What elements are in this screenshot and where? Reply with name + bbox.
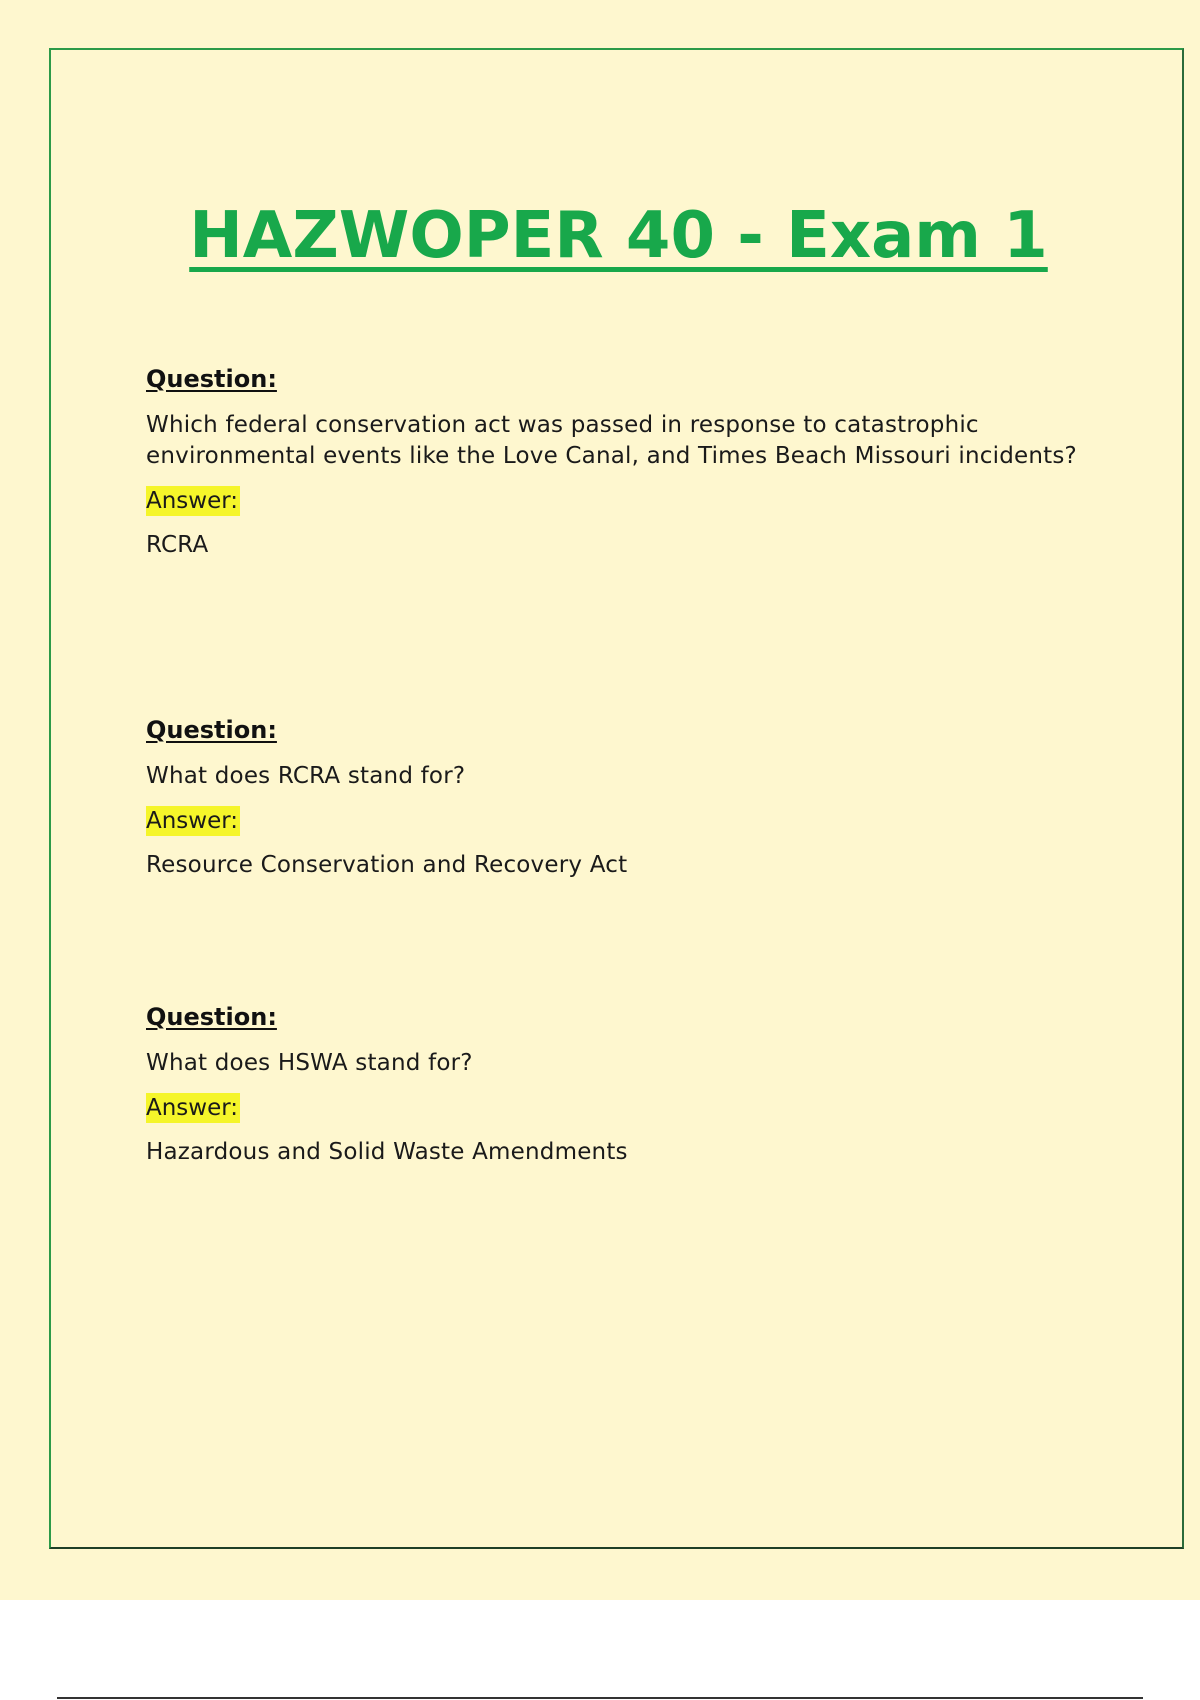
document-title-text: HAZWOPER 40 - Exam 1	[189, 199, 1048, 273]
answer-text: Hazardous and Solid Waste Amendments	[146, 1139, 628, 1165]
qa-item-2	[146, 715, 1096, 880]
question-label: Question:	[146, 1003, 277, 1031]
question-text: Which federal conservation act was passed in response to catastrophic environmental events like the Love Canal, and Times Beach Missouri incidents?	[146, 412, 1077, 469]
question-text: What does RCRA stand for?	[146, 763, 466, 789]
qa-item-3	[146, 1002, 1096, 1167]
answer-label: Answer:	[146, 1095, 239, 1121]
question-label: Question:	[146, 365, 277, 393]
answer-text: Resource Conservation and Recovery Act	[146, 852, 628, 878]
qa-item-1	[146, 364, 1096, 560]
question-text: What does HSWA stand for?	[146, 1050, 473, 1076]
answer-label: Answer:	[146, 808, 239, 834]
answer-label: Answer:	[146, 488, 239, 514]
answer-text: RCRA	[146, 532, 209, 558]
question-label: Question:	[146, 716, 277, 744]
document-frame	[49, 48, 1184, 1549]
document-title	[51, 196, 1186, 276]
footer-divider	[57, 1697, 1143, 1699]
